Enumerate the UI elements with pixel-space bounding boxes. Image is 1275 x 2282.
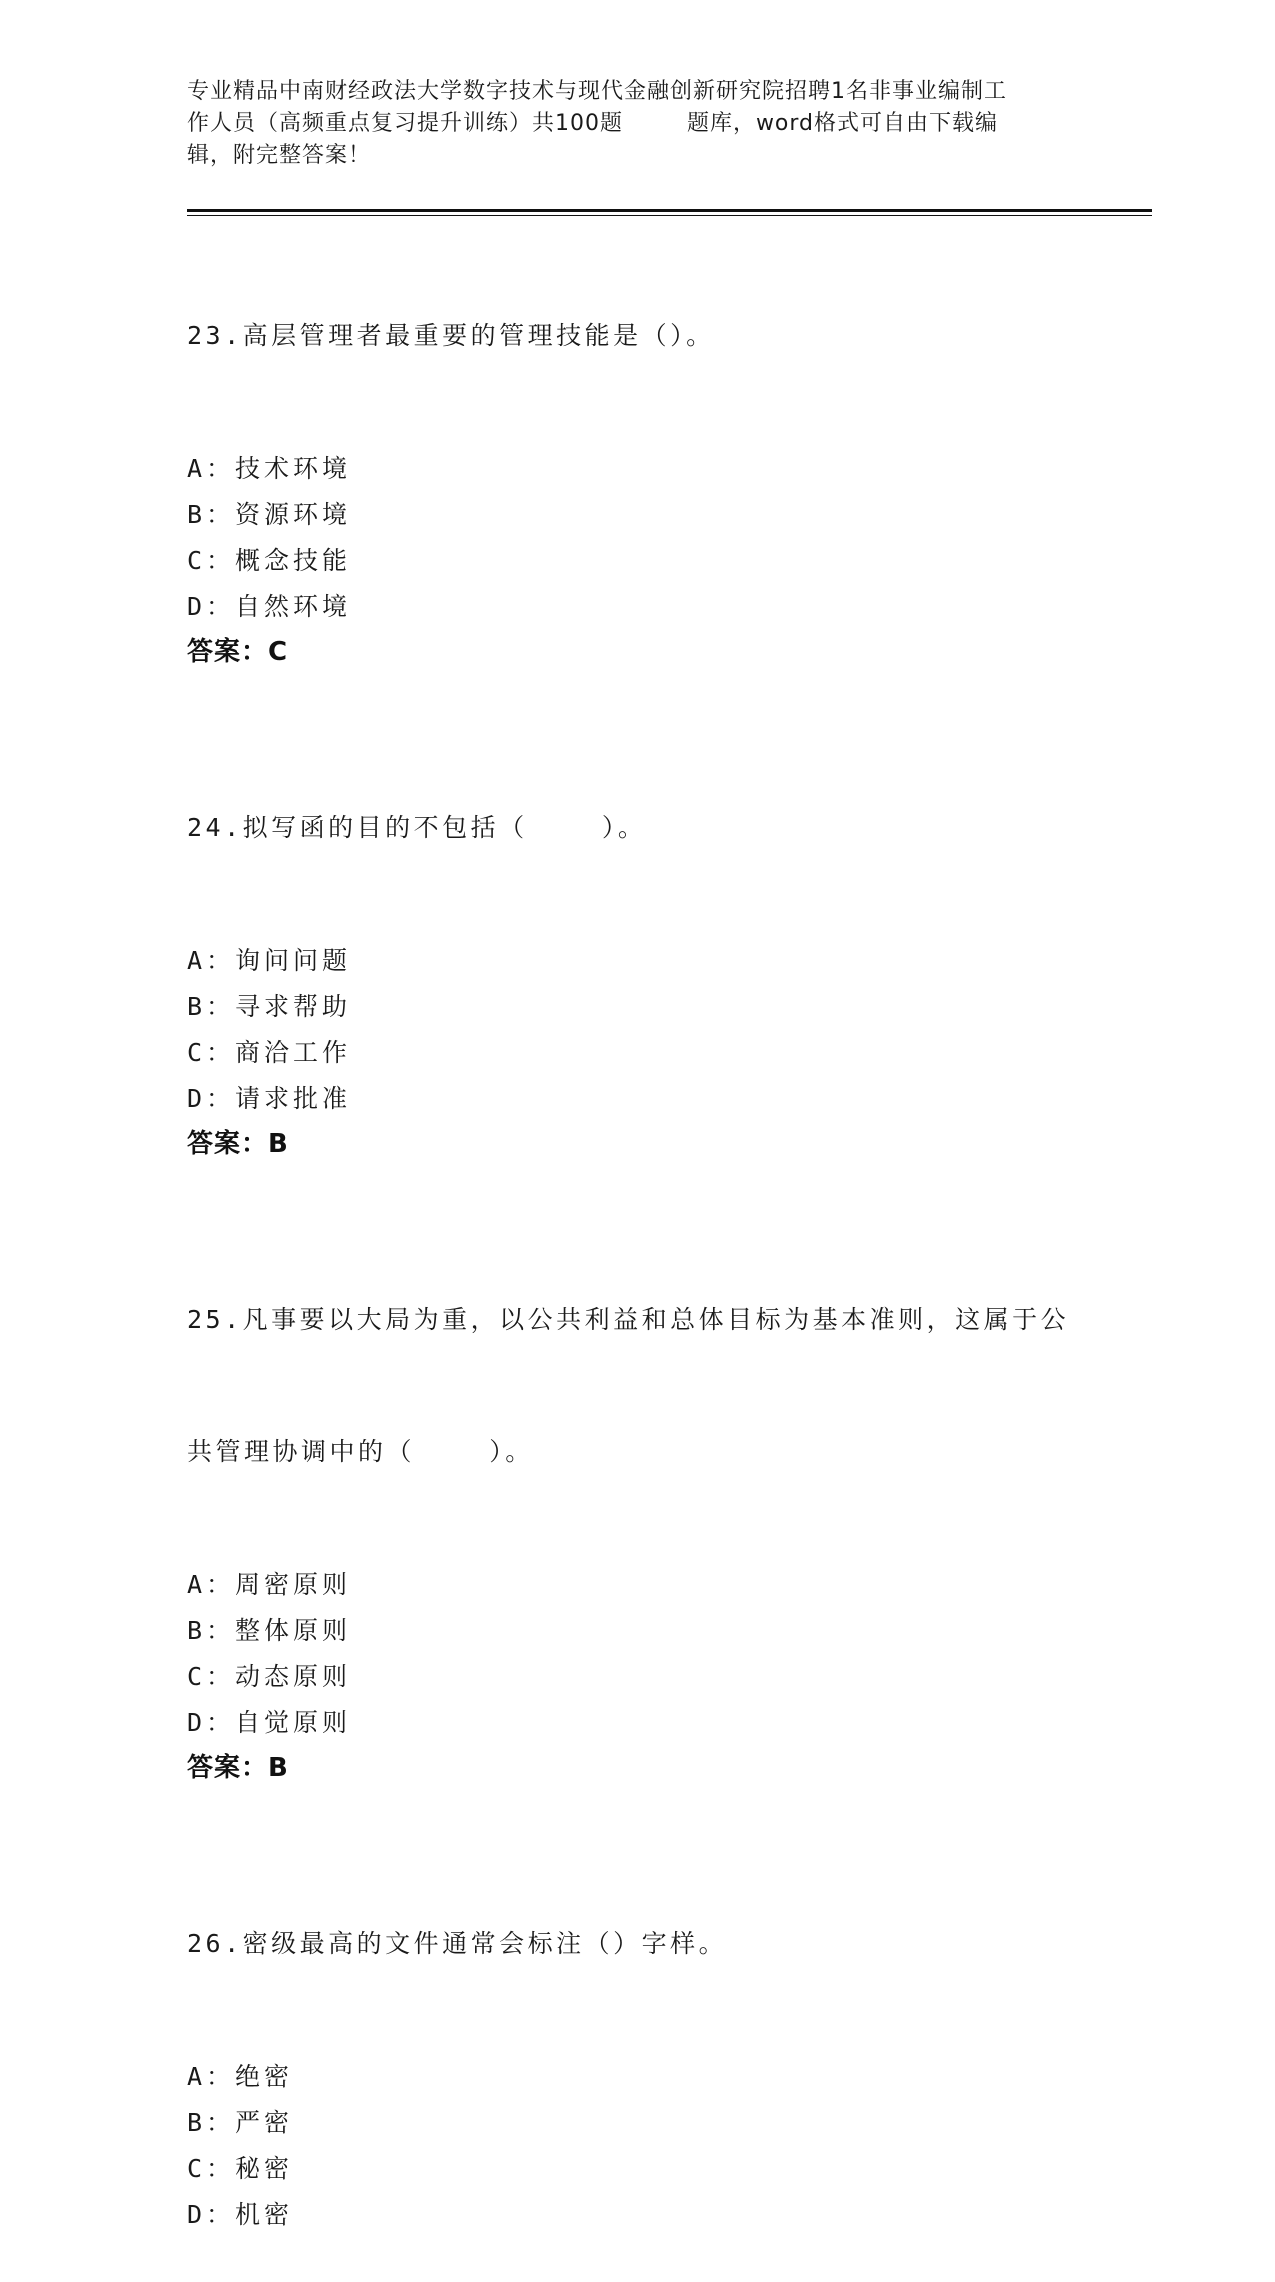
option-b: B：资源环境 — [187, 500, 352, 529]
question-stem — [187, 226, 1087, 446]
question-list — [187, 226, 1087, 2282]
option-d: D：请求批准 — [187, 1084, 352, 1113]
question-stem — [187, 1210, 1087, 1562]
document-header — [187, 76, 1087, 172]
option-a: A：周密原则 — [187, 1570, 352, 1599]
question-stem-line: 24.拟写函的目的不包括（ ）。 — [187, 813, 647, 842]
question-stem-line: 共管理协调中的（ ）。 — [187, 1437, 534, 1466]
header-line: 专业精品中南财经政法大学数字技术与现代金融创新研究院招聘1名非事业编制工 — [187, 79, 1007, 104]
question-26 — [187, 1834, 1087, 2238]
question-stem-line: 25.凡事要以大局为重，以公共利益和总体目标为基本准则，这属于公 — [187, 1305, 1070, 1334]
question-25 — [187, 1210, 1087, 1790]
answer-line: 答案：B — [187, 1753, 289, 1783]
question-23 — [187, 226, 1087, 674]
header-line: 作人员（高频重点复习提升训练）共100题 题库，word格式可自由下载编 — [187, 111, 999, 136]
header-line: 辑，附完整答案！ — [187, 143, 372, 168]
answer-line: 答案：B — [187, 1129, 289, 1159]
option-d: D：自然环境 — [187, 592, 352, 621]
option-c: C：商洽工作 — [187, 1038, 352, 1067]
option-c: C：秘密 — [187, 2154, 294, 2183]
option-b: B：寻求帮助 — [187, 992, 352, 1021]
option-c: C：动态原则 — [187, 1662, 352, 1691]
option-c: C：概念技能 — [187, 546, 352, 575]
question-24 — [187, 718, 1087, 1166]
answer-line: 答案：C — [187, 637, 289, 667]
option-d: D：机密 — [187, 2200, 294, 2229]
option-a: A：询问问题 — [187, 946, 352, 975]
question-stem — [187, 1834, 1087, 2054]
question-stem — [187, 718, 1087, 938]
option-a: A：技术环境 — [187, 454, 352, 483]
option-d: D：自觉原则 — [187, 1708, 352, 1737]
question-stem-line: 23.高层管理者最重要的管理技能是（）。 — [187, 321, 715, 350]
header-divider-thin — [187, 215, 1152, 216]
question-stem-line: 26.密级最高的文件通常会标注（）字样。 — [187, 1929, 728, 1958]
header-divider-thick — [187, 209, 1152, 212]
option-b: B：整体原则 — [187, 1616, 352, 1645]
option-b: B：严密 — [187, 2108, 294, 2137]
option-a: A：绝密 — [187, 2062, 294, 2091]
